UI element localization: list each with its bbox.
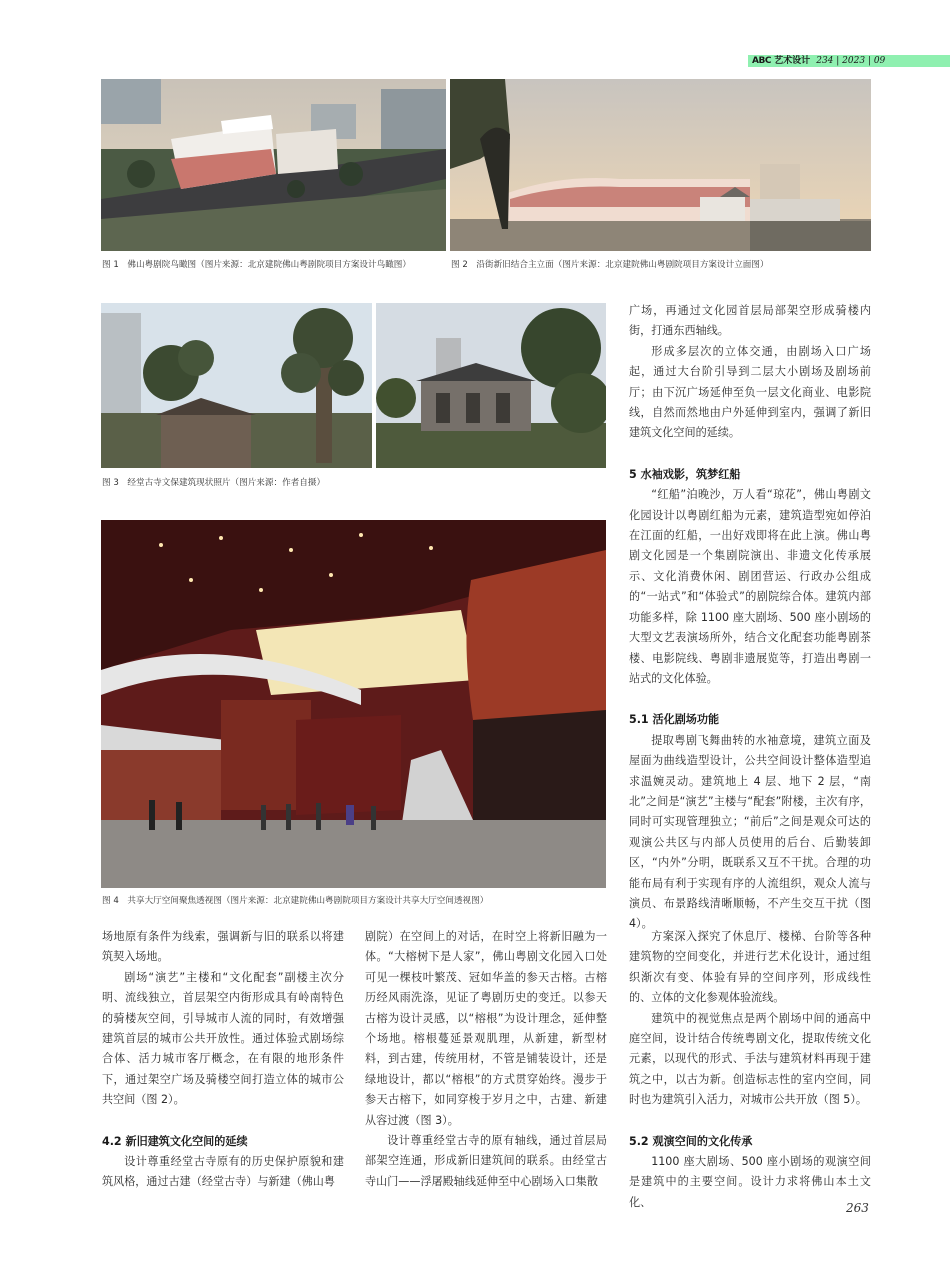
figure-4-atrium-rendering bbox=[101, 520, 606, 888]
paragraph: “红船”泊晚沙，万人看“琼花”，佛山粤剧文化园设计以粤剧红船为元素，建筑造型宛如停泊在江面的红船，一出好戏即将在此上演。佛山粤剧文化园是一个集剧院演出、非遗文化传承展示、文化消费休闲、剧团营运、行政办公组成的“一站式”和“体验式”的剧院综合体。建筑内部功能多样，除 1100 座大剧场、500 座小剧场的大型文艺表演场所外，结合文化配套功能粤剧茶楼、电影院线、粤剧非遗展览等，打造出粤剧一站式的文化体验。 bbox=[629, 488, 871, 685]
figure-1-aerial-image bbox=[101, 79, 446, 251]
paragraph: 场地原有条件为线索，强调新与旧的联系以将建筑契入场地。 bbox=[102, 930, 344, 964]
paragraph: 方案深入探究了休息厅、楼梯、台阶等各种建筑物的空间变化，并进行艺术化设计，通过组织渐次有变、体验有异的空间序列，形成线性的、立体的文化参观体验流线。 bbox=[629, 930, 871, 1005]
figure-3-banyan-photo bbox=[101, 303, 372, 468]
left-column bbox=[102, 927, 344, 1193]
paragraph: 剧院）在空间上的对话，在时空上将新旧融为一体。“大榕树下是人家”，佛山粤剧文化园入口处可见一棵枝叶繁茂、冠如华盖的参天古榕。古榕历经风雨洗涤，见证了粤剧历史的变迁。以参天古榕为设计灵感，以“榕根”为设计理念，延伸整个场地。榕根蔓延景观肌理，从新建，新型材料，到古建，传统用材，不管是铺装设计，还是绿地设计，都以“榕根”的方式贯穿始终。漫步于参天古榕下，如同穿梭于岁月之中，古建、新建从容过渡（图 3）。 bbox=[365, 930, 607, 1127]
middle-column bbox=[365, 927, 607, 1192]
issue-info: 234 | 2023 | 09 bbox=[816, 56, 886, 66]
paragraph: 建筑中的视觉焦点是两个剧场中间的通高中庭空间，设计结合传统粤剧文化，提取传统文化元素，以现代的形式、手法与建筑材料再现于建筑之中，以古为新。创造标志性的室内空间，同时也为建筑引入活力，对城市公共开放（图 5）。 bbox=[629, 1011, 871, 1107]
paragraph: 设计尊重经堂古寺原有的历史保护原貌和建筑风格，通过古建（经堂古寺）与新建（佛山粤 bbox=[102, 1155, 344, 1189]
paragraph: 1100 座大剧场、500 座小剧场的观演空间是建筑中的主要空间。设计力求将佛山本土文化、 bbox=[629, 1155, 871, 1209]
section-heading-4-2: 4.2 新旧建筑文化空间的延续 bbox=[102, 1134, 248, 1148]
journal-logo: ABC bbox=[752, 56, 771, 66]
figure-1-caption: 图 1 佛山粤剧院鸟瞰图（图片来源：北京建院佛山粤剧院项目方案设计鸟瞰图） bbox=[102, 260, 411, 270]
figure-3-caption: 图 3 经堂古寺文保建筑现状照片（图片来源：作者自摄） bbox=[102, 478, 326, 488]
section-heading-5: 5 水袖戏影，筑梦红船 bbox=[629, 467, 741, 481]
figure-4-caption: 图 4 共享大厅空间聚焦透视图（图片来源：北京建院佛山粤剧院项目方案设计共享大厅空间透视图） bbox=[102, 896, 489, 906]
section-heading-5-2: 5.2 观演空间的文化传承 bbox=[629, 1134, 753, 1148]
page-number: 263 bbox=[846, 1201, 869, 1215]
figure-3-temple-photo bbox=[376, 303, 606, 468]
figure-2-elevation-image bbox=[450, 79, 871, 251]
paragraph: 提取粤剧飞舞曲转的水袖意境，建筑立面及屋面为曲线造型设计，公共空间设计整体造型追求温婉灵动。建筑地上 4 层、地下 2 层，“南北”之间是“演艺”主楼与“配套”附楼，主次有序，同时可实现管理独立；“前后”之间是观众可达的观演公共区与内部人员使用的后台、后勤装卸区，“内外”分明，既联系又互不干扰。合理的功能布局有利于实现有序的人流组织，观众人流与演员、布景路线清晰顺畅，不产生交互干扰（图 4）。 bbox=[629, 733, 871, 931]
section-heading-5-1: 5.1 活化剧场功能 bbox=[629, 713, 720, 727]
right-column-upper bbox=[629, 301, 871, 935]
paragraph: 形成多层次的立体交通，由剧场入口广场起，通过大台阶引导到二层大小剧场及剧场前厅；由下沉广场延伸至负一层文化商业、电影院线，自然而然地由户外延伸到室内，强调了新旧建筑文化空间的延续。 bbox=[629, 344, 871, 440]
figure-2-caption: 图 2 沿街新旧结合主立面（图片来源：北京建院佛山粤剧院项目方案设计立面图） bbox=[451, 260, 769, 270]
right-column-lower bbox=[629, 927, 871, 1213]
paragraph: 剧场“演艺”主楼和“文化配套”副楼主次分明、流线独立，首层架空内街形成具有岭南特色的骑楼灰空间，引导城市人流的同时，有效增强建筑首层的城市公共开放性。通过体验式剧场综合体、活力城市客厅概念，在有限的地形条件下，通过架空广场及骑楼空间打造立体的城市公共空间（图 2）。 bbox=[102, 970, 344, 1107]
running-header bbox=[752, 55, 885, 67]
journal-title: 艺术设计 bbox=[774, 56, 811, 66]
paragraph: 设计尊重经堂古寺的原有轴线，通过首层局部架空连通，形成新旧建筑间的联系。由经堂古寺山门——浮屠殿轴线延伸至中心剧场入口集散 bbox=[365, 1134, 607, 1188]
paragraph: 广场，再通过文化园首层局部架空形成骑楼内街，打通东西轴线。 bbox=[629, 304, 871, 338]
